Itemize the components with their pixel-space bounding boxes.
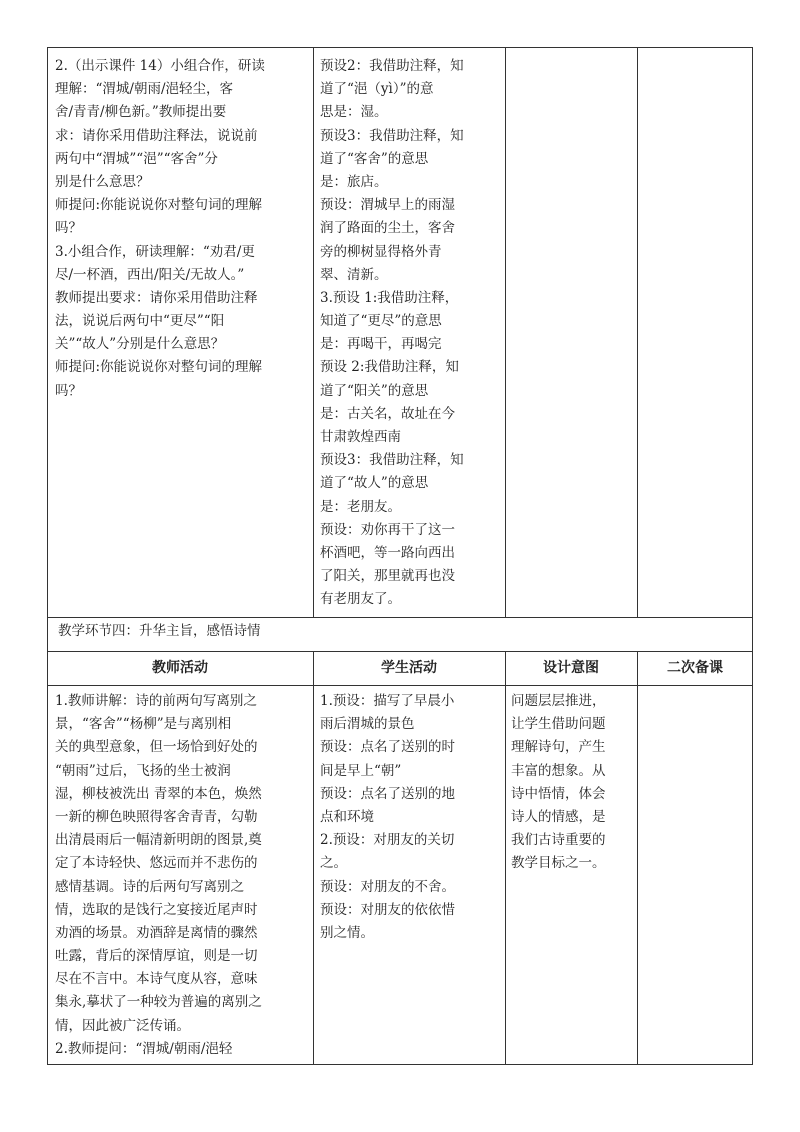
text-line: 预设：点名了送别的地 — [320, 785, 455, 802]
header-divider — [47, 685, 753, 686]
teacher-activity-cell-bottom — [55, 690, 307, 1061]
text-line: 一新的柳色映照得客舍青青，勾勒 — [55, 808, 258, 825]
text-line: 诗人的情感，是 — [511, 808, 606, 825]
text-line: 1.教师讲解：诗的前两句写离别之 — [55, 693, 257, 709]
text-line: 预设：劝你再干了这一 — [320, 521, 455, 538]
text-line: 点和环境 — [320, 808, 374, 825]
text-line: 间是早上“朝” — [320, 762, 402, 779]
text-line: 舍/青青/柳色新。”教师提出要 — [55, 104, 227, 121]
text-line: 景，“客舍”“杨柳”是与离别相 — [55, 716, 232, 733]
text-line: 定了本诗轻快、悠远而并不悲伤的 — [55, 855, 258, 872]
text-line: 尽在不言中。本诗气度从容，意味 — [55, 971, 258, 988]
text-line: 关”“故人”分别是什么意思？ — [55, 336, 225, 353]
text-line: 理解诗句，产生 — [511, 739, 606, 756]
text-line: 别之情。 — [320, 924, 374, 941]
column-divider-2-top — [505, 47, 506, 617]
text-line: 诗中悟情，体会 — [511, 785, 606, 802]
text-line: 杯酒吧，等一路向西出 — [320, 544, 455, 561]
column-divider-3-bottom — [637, 651, 638, 1065]
text-line: 道了“浥（yì）”的意 — [320, 81, 434, 98]
header-student-activity: 学生活动 — [381, 660, 437, 676]
text-line: 丰富的想象。从 — [511, 762, 606, 779]
text-line: 是：古关名，故址在今 — [320, 405, 455, 422]
text-line: 情，选取的是饯行之宴接近尾声时 — [55, 901, 258, 918]
text-line: 预设3：我借助注释，知 — [320, 127, 464, 144]
header-secondary-prep: 二次备课 — [667, 660, 723, 676]
text-line: 教师提出要求：请你采用借助注释 — [55, 289, 258, 306]
text-line: 道了“故人”的意思 — [320, 475, 429, 492]
text-line: 法，说说后两句中“更尽”“阳 — [55, 313, 225, 330]
text-line: 道了“阳关”的意思 — [320, 382, 429, 399]
text-line: 预设：对朋友的依依惜 — [320, 901, 455, 918]
student-activity-cell-top — [320, 55, 500, 612]
text-line: 预设 2:我借助注释，知 — [320, 359, 459, 376]
text-line: 预设：渭城早上的雨湿 — [320, 197, 455, 214]
text-line: 出清晨雨后一幅清新明朗的图景,奠 — [55, 832, 262, 849]
text-line: 2.预设：对朋友的关切 — [320, 832, 455, 849]
text-line: 2.（出示课件 14）小组合作，研读 — [55, 58, 265, 74]
column-divider-1-bottom — [313, 651, 314, 1065]
text-line: 求：请你采用借助注释法，说说前 — [55, 127, 258, 144]
teacher-activity-cell-top — [55, 55, 307, 403]
text-line: 吐露，背后的深情厚谊，则是一切 — [55, 948, 258, 965]
text-line: 甘肃敦煌西南 — [320, 429, 401, 445]
text-line: 了阳关，那里就再也没 — [320, 568, 455, 585]
text-line: 两句中“渭城”“浥”“客舍”分 — [55, 150, 218, 167]
text-line: 思是：湿。 — [320, 104, 388, 121]
text-line: 是：老朋友。 — [320, 498, 401, 515]
text-line: 理解：“渭城/朝雨/浥轻尘，客 — [55, 81, 233, 98]
text-line: 预设2：我借助注释，知 — [320, 58, 464, 74]
column-divider-2-bottom — [505, 651, 506, 1065]
section-divider-top — [47, 617, 753, 618]
design-intent-cell — [511, 690, 633, 876]
text-line: 润了路面的尘土，客舍 — [320, 220, 455, 237]
text-line: 情，因此被广泛传诵。 — [55, 1017, 190, 1034]
text-line: 是：旅店。 — [320, 173, 388, 190]
text-line: 预设：对朋友的不舍。 — [320, 878, 455, 895]
text-line: 旁的柳树显得格外青 — [320, 243, 442, 260]
header-teacher-activity: 教师活动 — [152, 660, 208, 676]
header-design-intent: 设计意图 — [543, 660, 599, 676]
text-line: 道了“客舍”的意思 — [320, 150, 429, 167]
text-line: 2.教师提问：“渭城/朝雨/浥轻 — [55, 1040, 233, 1057]
text-line: 3.预设 1:我借助注释， — [320, 289, 459, 306]
text-line: 师提问:你能说说你对整句词的理解 — [55, 197, 263, 214]
text-line: 知道了“更尽”的意思 — [320, 313, 442, 330]
text-line: 集永,摹状了一种较为普遍的离别之 — [55, 994, 262, 1011]
text-line: 感情基调。诗的后两句写离别之 — [55, 878, 244, 895]
text-line: 劝酒的场景。劝酒辞是离情的骤然 — [55, 924, 258, 941]
text-line: 有老朋友了。 — [320, 591, 401, 608]
text-line: 预设：点名了送别的时 — [320, 739, 455, 756]
text-line: 翠、清新。 — [320, 266, 388, 283]
text-line: 湿，柳枝被洗出 青翠的本色，焕然 — [55, 785, 262, 802]
text-line: 师提问:你能说说你对整句词的理解 — [55, 359, 263, 376]
text-line: 1.预设：描写了早晨小 — [320, 693, 455, 709]
text-line: 关的典型意象，但一场恰到好处的 — [55, 739, 258, 756]
text-line: 别是什么意思？ — [55, 173, 150, 190]
text-line: 吗？ — [55, 382, 82, 399]
text-line: 之。 — [320, 855, 347, 872]
text-line: 让学生借助问题 — [511, 716, 606, 733]
section-title: 教学环节四：升华主旨，感悟诗情 — [58, 623, 261, 639]
text-line: 我们古诗重要的 — [511, 832, 606, 849]
student-activity-cell-bottom — [320, 690, 500, 945]
text-line: 教学目标之一。 — [511, 855, 606, 872]
text-line: 尽/一杯酒，西出/阳关/无故人。” — [55, 266, 245, 283]
text-line: 吗？ — [55, 220, 82, 237]
column-divider-1-top — [313, 47, 314, 617]
text-line: 是：再喝干，再喝完 — [320, 336, 442, 353]
text-line: 雨后渭城的景色 — [320, 716, 415, 733]
text-line: 预设3：我借助注释，知 — [320, 452, 464, 469]
text-line: 问题层层推进， — [511, 693, 606, 709]
text-line: “朝雨”过后，飞扬的坐士被润 — [55, 762, 231, 779]
column-divider-3-top — [637, 47, 638, 617]
text-line: 3.小组合作，研读理解：“劝君/更 — [55, 243, 255, 260]
